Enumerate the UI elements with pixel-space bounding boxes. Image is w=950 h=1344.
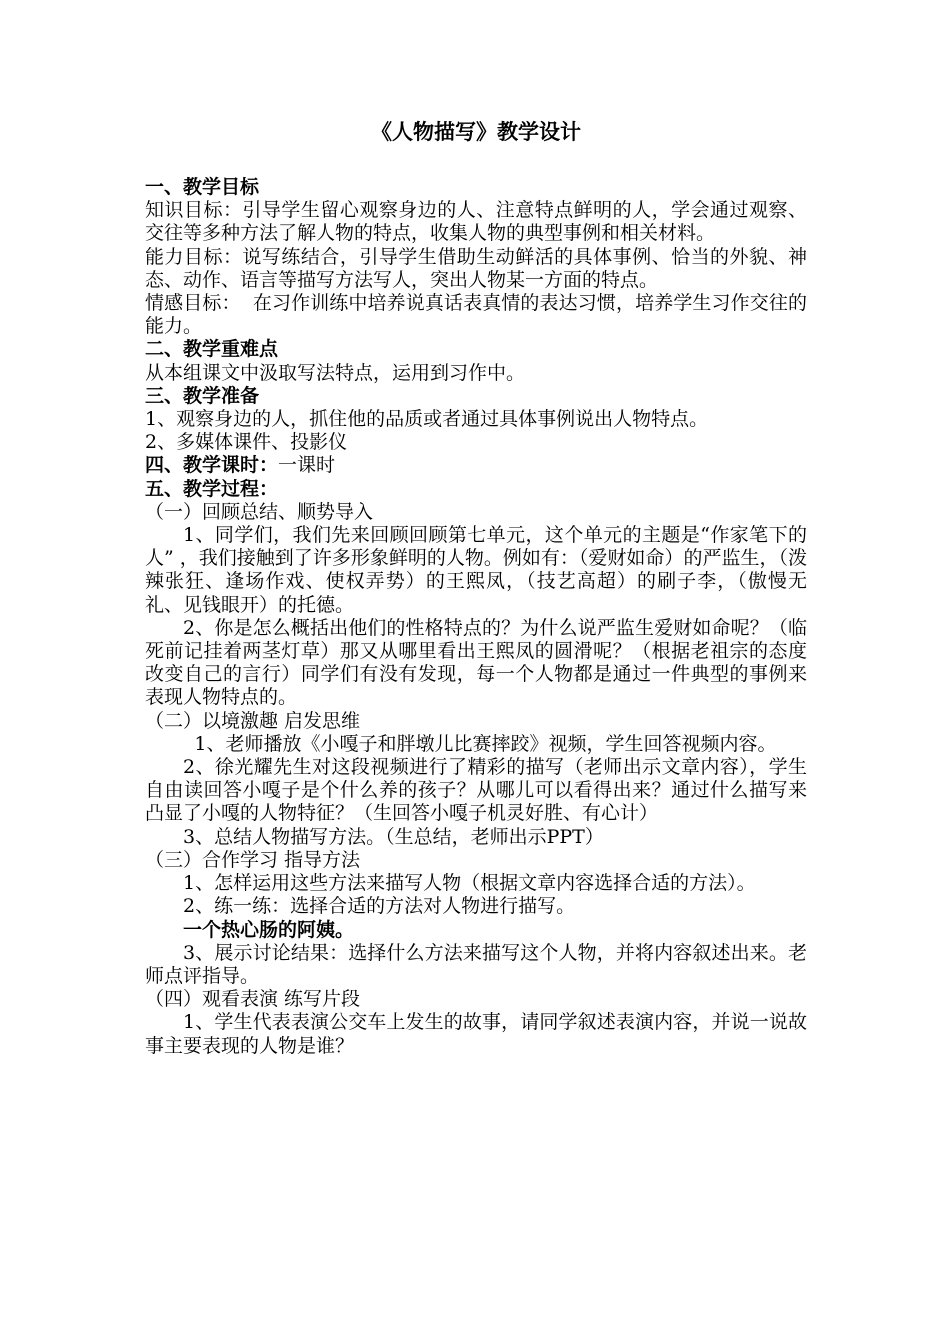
knowledge-objective: 知识目标：引导学生留心观察身边的人、注意特点鲜明的人，学会通过观察、交往等多种方法了解人物的特点，收集人物的典型事例和相关材料。 xyxy=(145,199,807,245)
section-heading-key-points: 二、教学重难点 xyxy=(145,338,279,361)
key-points-text: 从本组课文中汲取写法特点，运用到习作中。 xyxy=(145,361,526,384)
section-heading-process: 五、教学过程： xyxy=(145,477,279,500)
paragraph: 1、学生代表表演公交车上发生的故事，请同学叙述表演内容，并说一说故事主要表现的人物是谁？ xyxy=(145,1011,807,1057)
paragraph: 2、练一练：选择合适的方法对人物进行描写。 xyxy=(183,895,576,918)
section-periods xyxy=(145,454,807,477)
emotion-objective: 情感目标： 在习作训练中培养说真话表真情的表达习惯，培养学生习作交往的能力。 xyxy=(145,292,807,338)
paragraph: 1、老师播放《小嘎子和胖墩儿比赛摔跤》视频，学生回答视频内容。 xyxy=(194,732,777,755)
ability-objective: 能力目标：说写练结合，引导学生借助生动鲜活的具体事例、恰当的外貌、神态、动作、语言等描写方法写人，突出人物某一方面的特点。 xyxy=(145,245,807,291)
paragraph: 1、怎样运用这些方法来描写人物（根据文章内容选择合适的方法）。 xyxy=(183,872,756,895)
periods-value: 一课时 xyxy=(278,454,336,477)
paragraph: 1、同学们，我们先来回顾回顾第七单元，这个单元的主题是“作家笔下的人” ，我们接触到了许多形象鲜明的人物。例如有：（爱财如命）的严监生，（泼辣张狂、逢场作戏、使权弄势）的王熙凤，（技艺高超）的刷子李，（傲慢无礼、见钱眼开）的托德。 xyxy=(145,524,807,616)
preparation-item: 1、观察身边的人，抓住他的品质或者通过具体事例说出人物特点。 xyxy=(145,408,709,431)
section-heading-objectives: 一、教学目标 xyxy=(145,176,260,198)
paragraph: 3、展示讨论结果：选择什么方法来描写这个人物，并将内容叙述出来。老师点评指导。 xyxy=(145,941,807,987)
document-title: 《人物描写》教学设计 xyxy=(371,119,581,144)
subsection-heading: （三）合作学习 指导方法 xyxy=(145,848,361,871)
section-heading-periods: 四、教学课时： xyxy=(145,454,279,477)
paragraph: 3、总结人物描写方法。（生总结，老师出示PPT） xyxy=(183,825,604,848)
preparation-item: 2、多媒体课件、投影仪 xyxy=(145,431,348,454)
subsection-heading: （四）观看表演 练写片段 xyxy=(145,988,361,1011)
document-page xyxy=(145,118,807,1058)
practice-subject: 一个热心肠的阿姨。 xyxy=(183,918,355,941)
subsection-heading: （一）回顾总结、顺势导入 xyxy=(145,500,374,523)
section-heading-preparation: 三、教学准备 xyxy=(145,384,260,407)
paragraph: 2、你是怎么概括出他们的性格特点的？为什么说严监生爱财如命呢？（临死前记挂着两茎灯草）那又从哪里看出王熙凤的圆滑呢？（根据老祖宗的态度改变自己的言行）同学们有没有发现，每一个人物都是通过一件典型的事例来表现人物特点的。 xyxy=(145,616,807,709)
subsection-heading: （二）以境激趣 启发思维 xyxy=(145,709,361,732)
paragraph: 2、徐光耀先生对这段视频进行了精彩的描写（老师出示文章内容），学生自由读回答小嘎子是个什么养的孩子？从哪儿可以看得出来？通过什么描写来凸显了小嘎的人物特征？（生回答小嘎子机灵好胜、有心计） xyxy=(145,756,807,825)
